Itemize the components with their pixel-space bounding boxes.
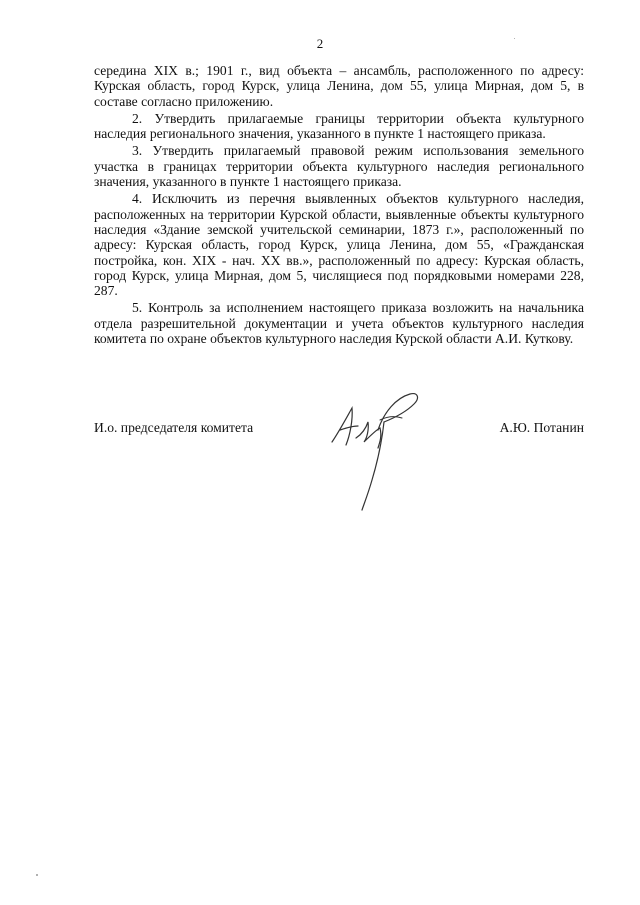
page-number: 2	[316, 36, 324, 51]
paragraph-1: середина XIX в.; 1901 г., вид объекта – ансамбль, расположенного по адресу: Курская область, город Курск, улица Ленина, дом 55, улица Мирная, дом 5, в составе согласно приложению.	[94, 63, 584, 109]
scan-speck	[36, 874, 38, 876]
signature-block	[94, 420, 584, 520]
signatory-title: И.о. председателя комитета	[94, 420, 254, 435]
signatory-name: А.Ю. Потанин	[499, 420, 584, 435]
paragraph-2: 2. Утвердить прилагаемые границы территории объекта культурного наследия регионального значения, указанного в пункте 1 настоящего приказа.	[94, 110, 584, 142]
paragraph-5: 5. Контроль за исполнением настоящего приказа возложить на начальника отдела разрешительной документации и учета объектов культурного наследия комитета по охране объектов культурного наследия Курской области А.И. Куткову.	[94, 300, 584, 347]
scan-speck	[514, 38, 515, 39]
document-body	[94, 63, 584, 348]
paragraph-4: 4. Исключить из перечня выявленных объектов культурного наследия, расположенных на территории Курской области, выявленные объекты культурного наследия «Здание земской учительской семинарии, 1873 г.», расположенный по адресу: Курская область, город Курск, улица Ленина, дом 55, «Гражданская постройка, кон. XIX - нач. XX вв.», расположенный по адресу: Курская область, город Курск, улица Мирная, дом 5, числящиеся под порядковыми номерами 228, 287.	[94, 191, 584, 299]
paragraph-3: 3. Утвердить прилагаемый правовой режим использования земельного участка в границах территории объекта культурного наследия регионального значения, указанного в пункте 1 настоящего приказа.	[94, 143, 584, 190]
handwritten-signature	[322, 390, 432, 520]
